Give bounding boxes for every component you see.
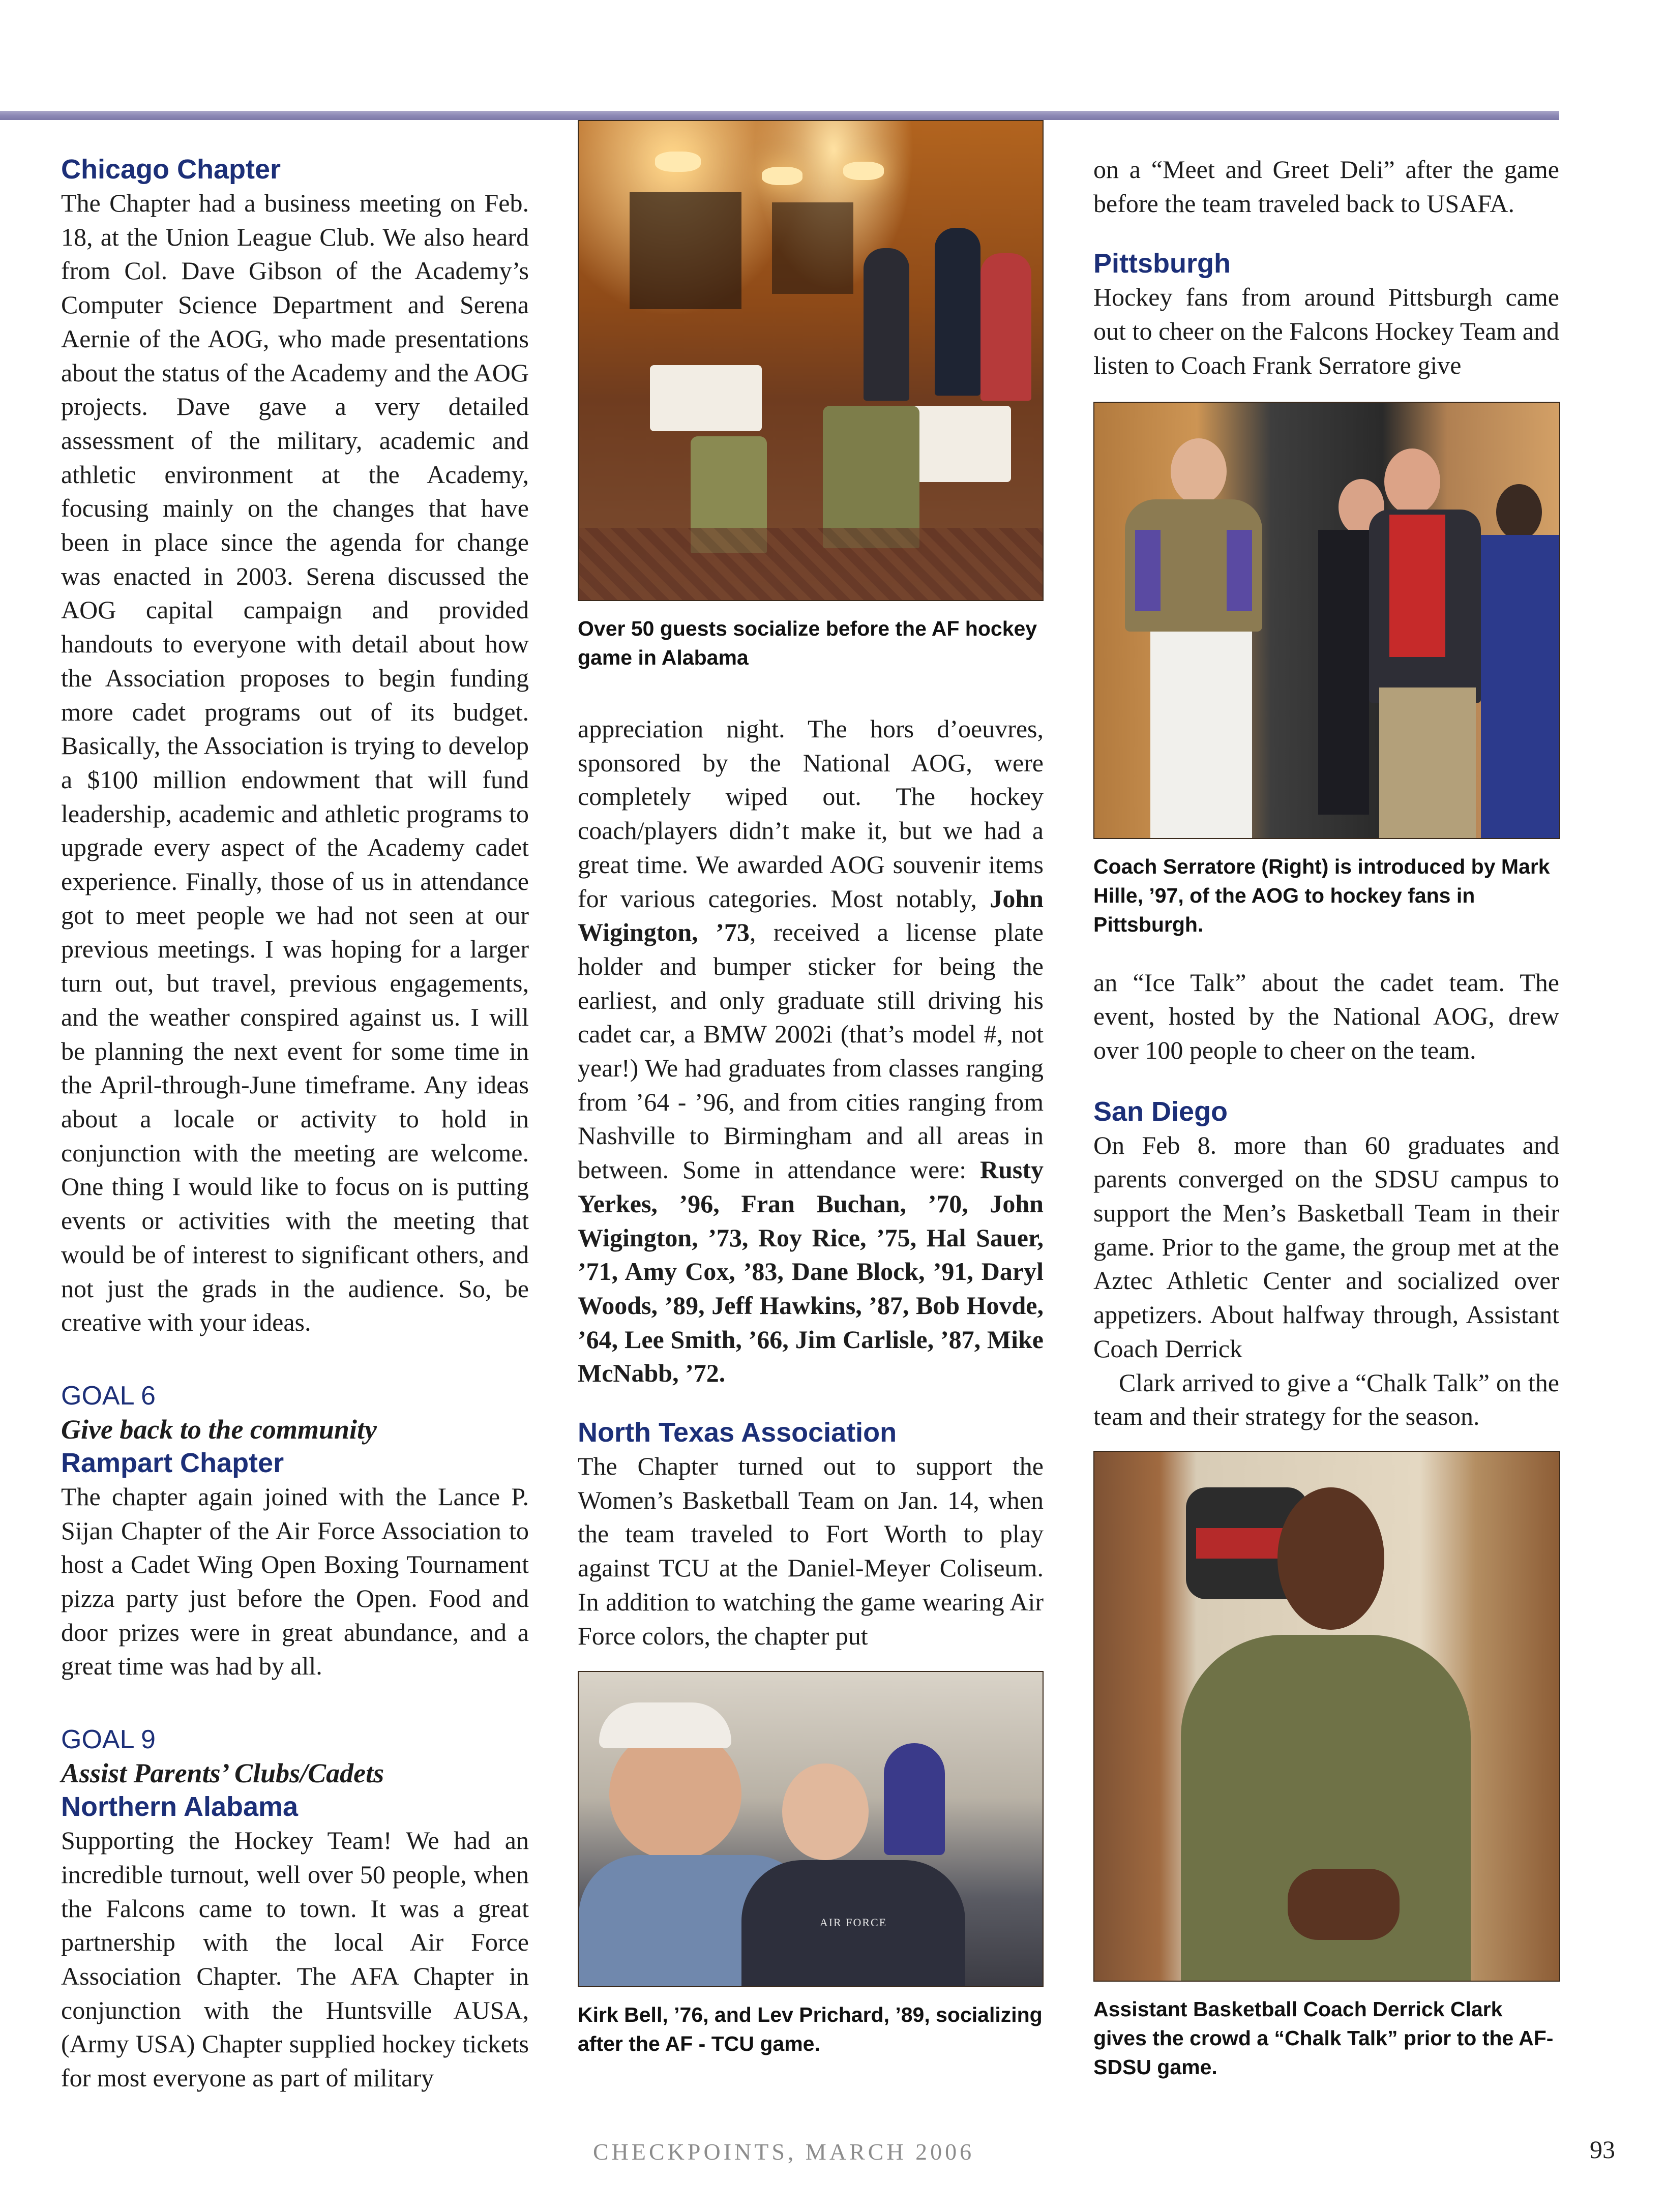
top-rule [0, 111, 1559, 120]
san-diego-heading: San Diego [1093, 1096, 1228, 1127]
north-texas-body-continued: on a “Meet and Greet Deli” after the game before the team traveled back to USAFA. [1093, 155, 1559, 218]
column-3 [1093, 153, 1559, 2082]
north-texas-body: The Chapter turned out to support the Women’s Basketball Team on Jan. 14, when the team traveled to Fort Worth to play against TCU at the Daniel-Meyer Coliseum. In addition to watching the game wearing Air Force colors, the chapter put [578, 1452, 1044, 1650]
goal9-label: GOAL 9 [61, 1725, 156, 1755]
coach-photo-caption: Assistant Basketball Coach Derrick Clark gives the crowd a “Chalk Talk” prior to the AF-SDSU game. [1093, 1997, 1554, 2079]
pittsburgh-heading: Pittsburgh [1093, 248, 1231, 279]
northern-alabama-body-continued: appreciation night. The hors d’oeuvres, sponsored by the National AOG, were completely wiped out. The hockey coach/players didn’t make it, but we had a great time. We awarded AOG souvenir items for various categories. Most notably, John Wigington, ’73, received a license plate holder and bumper sticker for being the earliest, and only graduate still driving his cadet car, a BMW 2002i (that’s model #, not year!) We had graduates from classes ranging from ’64 - ’96, and from cities ranging from Nashville to Birmingham and all areas in between. Some in attendance were: Rusty Yerkes, ’96, Fran Buchan, ’70, John Wigington, ’73, Roy Rice, ’75, Hal Sauer, ’71, Amy Cox, ’83, Dane Block, ’91, Daryl Woods, ’89, Jeff Hawkins, ’87, Bob Hovde, ’64, Lee Smith, ’66, Jim Carlisle, ’87, Mike McNabb, ’72. [578, 714, 1044, 1388]
publication-footer: CHECKPOINTS, MARCH 2006 [593, 2139, 975, 2165]
goal6-label: GOAL 6 [61, 1381, 156, 1411]
banquet-photo-caption: Over 50 guests socialize before the AF hockey game in Alabama [578, 617, 1037, 669]
rampart-heading: Rampart Chapter [61, 1447, 284, 1478]
goal9-title: Assist Parents’ Clubs/Cadets [61, 1758, 384, 1789]
northern-alabama-body: Supporting the Hockey Team! We had an incredible turnout, well over 50 people, when the Falcons came to town. It was a great partnership with the local Air Force Association Chapter. The AFA Chapter in conjunction with the Huntsville AUSA, (Army USA) Chapter supplied hockey tickets for most everyone as part of military [61, 1826, 529, 2093]
coach-photo [1093, 1451, 1560, 1982]
north-texas-heading: North Texas Association [578, 1417, 897, 1448]
goal6-title: Give back to the community [61, 1414, 377, 1445]
attendee-list: Rusty Yerkes, ’96, Fran Buchan, ’70, John Wigington, ’73, Roy Rice, ’75, Hal Sauer, ’71, Amy Cox, ’83, Dane Block, ’91, Daryl Woods, ’89, Jeff Hawkins, ’87, Bob Hovde, ’64, Lee Smith, ’66, Jim Carlisle, ’87, Mike McNabb, ’72. [578, 1155, 1044, 1388]
banquet-photo [578, 120, 1044, 601]
chicago-heading: Chicago Chapter [61, 154, 281, 185]
column-2 [578, 120, 1044, 2058]
rampart-body: The chapter again joined with the Lance P. Sijan Chapter of the Air Force Association to host a Cadet Wing Open Boxing Tournament pizza party just before the Open. Food and door prizes were in great abundance, and a great time was had by all. [61, 1482, 529, 1681]
pittsburgh-body: Hockey fans from around Pittsburgh came out to cheer on the Falcons Hockey Team and listen to Coach Frank Serratore give [1093, 283, 1559, 379]
pittsburgh-body-continued: an “Ice Talk” about the cadet team. The event, hosted by the National AOG, drew over 100 people to cheer on the team. [1093, 968, 1559, 1064]
tcu-photo [578, 1671, 1044, 1987]
tcu-photo-caption: Kirk Bell, ’76, and Lev Prichard, ’89, socializing after the AF - TCU game. [578, 2003, 1043, 2056]
pittsburgh-photo-caption: Coach Serratore (Right) is introduced by Mark Hille, ’97, of the AOG to hockey fans in Pittsburgh. [1093, 854, 1550, 936]
column-1 [61, 153, 529, 2095]
san-diego-body-2: Clark arrived to give a “Chalk Talk” on the team and their strategy for the season. [1093, 1368, 1559, 1431]
shirt-logo-text: AIR FORCE [819, 1916, 887, 1929]
page-number: 93 [1590, 2135, 1615, 2164]
pittsburgh-photo [1093, 402, 1560, 839]
chicago-body: The Chapter had a business meeting on Feb. 18, at the Union League Club. We also heard from Col. Dave Gibson of the Academy’s Computer Science Department and Serena Aernie of the AOG, who made presentations about the status of the Academy and the AOG projects. Dave gave a very detailed assessment of the military, academic and athletic environment at the Academy, focusing mainly on the changes that have been in place since the agenda for change was enacted in 2003. Serena discussed the AOG capital campaign and provided handouts to everyone with detail about how the Association proposes to begin funding more cadet programs out of its budget. Basically, the Association is trying to develop a $100 million endowment that will fund leadership, academic and athletic programs to upgrade every aspect of the Academy cadet experience. Finally, those of us in attendance got to meet people we had not seen at our previous meetings. I was hoping for a larger turn out, but travel, previous engagements, and the weather conspired against us. I will be planning the next event for some time in the April-through-June timeframe. Any ideas about a locale or activity to hold in conjunction with the meeting are welcome. One thing I would like to focus on is putting events or activities with the meeting that would be of interest to significant others, and not just the grads in the audience. So, be creative with your ideas. [61, 189, 529, 1337]
northern-alabama-heading: Northern Alabama [61, 1791, 299, 1822]
san-diego-body: On Feb 8. more than 60 graduates and parents converged on the SDSU campus to support the Men’s Basketball Team in their game. Prior to the game, the group met at the Aztec Athletic Center and socialized over appetizers. About halfway through, Assistant Coach Derrick [1093, 1130, 1559, 1363]
highlight-name: John Wigington, ’73 [578, 884, 1044, 947]
